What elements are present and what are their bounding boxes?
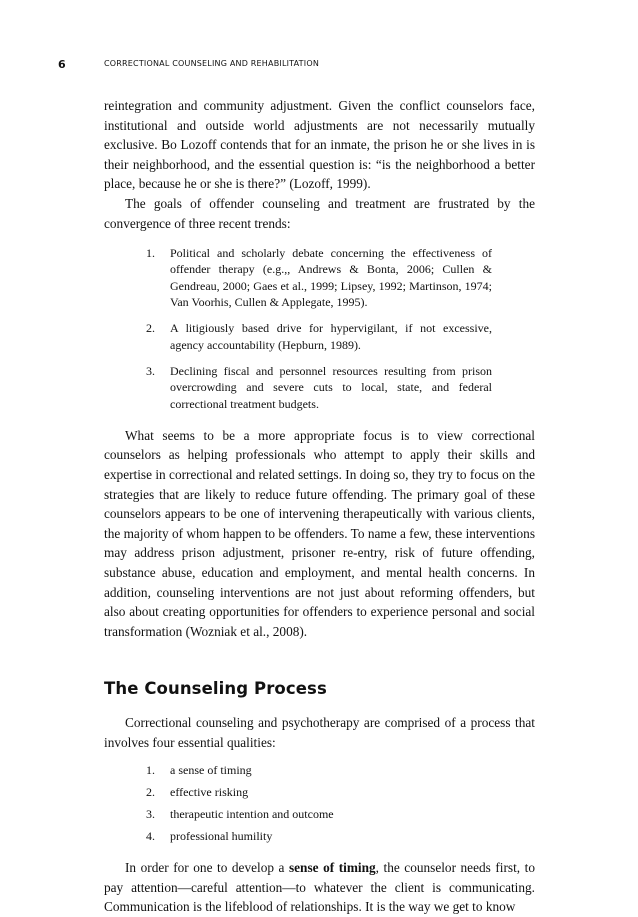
list-item-text: professional humility [170, 829, 273, 844]
section-intro-paragraph: Correctional counseling and psychotherapy are comprised of a process that involves four essential qualities: [104, 714, 535, 750]
page-body [104, 96, 535, 917]
list-item-text: Declining fiscal and personnel resources resulting from prison overcrowding and severe cuts to local, state, and federal correctional treatment budgets. [170, 363, 492, 411]
list-item-number: 3. [146, 807, 155, 822]
section-heading: The Counseling Process [104, 679, 327, 699]
focus-paragraph: What seems to be a more appropriate focus is to view correctional counselors as helping professionals who attempt to apply their skills and expertise in correctional and related settings. In doing so, they try to focus on the strategies that are likely to reduce future offending. The primary goal of these counselors appears to be one of intervening therapeutically with various clients, the majority of whom happen to be offenders. To name a few, these interventions may address prison adjustment, prisoner re-entry, risk of future offending, substance abuse, education and employment, and mental health concerns. In addition, counseling interventions are not just about reforming offenders, but also about creating opportunities for offenders to experience personal and social transformation (Wozniak et al., 2008). [104, 427, 535, 639]
timing-paragraph-start: In order for one to develop a [125, 860, 289, 876]
goals-paragraph: The goals of offender counseling and treatment are frustrated by the convergence of three recent trends: [104, 195, 535, 231]
list-item [146, 784, 535, 800]
list-item-text: a sense of timing [170, 763, 252, 778]
list-item-text: therapeutic intention and outcome [170, 807, 334, 822]
list-item [146, 806, 535, 822]
list-item [146, 363, 492, 412]
list-item-number: 4. [146, 829, 155, 844]
sense-of-timing-term: sense of timing [288, 860, 376, 876]
timing-paragraph [104, 858, 535, 917]
list-item [146, 828, 535, 844]
page-number: 6 [58, 58, 66, 71]
list-item-number: 2. [146, 321, 155, 336]
running-head: CORRECTIONAL COUNSELING AND REHABILITATION [104, 59, 320, 68]
trends-list [104, 245, 492, 412]
list-item-number: 1. [146, 246, 155, 261]
list-item [146, 320, 492, 353]
qualities-list [104, 762, 535, 844]
intro-paragraph: reintegration and community adjustment. Given the conflict counselors face, institutional and outside world adjustments are not necessarily mutually exclusive. Bo Lozoff contends that for an inmate, the prison he or she lives in is their neighborhood, and the essential question is: “is the neighborhood a better place, because he or she is there?” (Lozoff, 1999). [104, 98, 535, 192]
list-item-text: A litigiously based drive for hypervigilant, if not excessive, agency accountability (Hepburn, 1989). [170, 321, 492, 352]
list-item-text: effective risking [170, 785, 249, 800]
list-item [146, 245, 492, 310]
timing-paragraph-rest: , the counselor needs first, to pay attention—careful attention—to whatever the client is communicating. Communication is the lifeblood of relationships. It is the way we get to know [104, 860, 535, 915]
list-item-number: 3. [146, 363, 155, 378]
list-item-text: Political and scholarly debate concerning the effectiveness of offender therapy (e.g.,, Andrews & Bonta, 2006; Cullen & Gendreau, 2000; Gaes et al., 1999; Lipsey, 1992; Martinson, 1974; Van Voorhis, Cullen & Applegate, 1995). [170, 246, 492, 310]
list-item [146, 762, 535, 778]
list-item-number: 1. [146, 763, 155, 778]
list-item-number: 2. [146, 785, 155, 800]
page-header [0, 58, 638, 74]
